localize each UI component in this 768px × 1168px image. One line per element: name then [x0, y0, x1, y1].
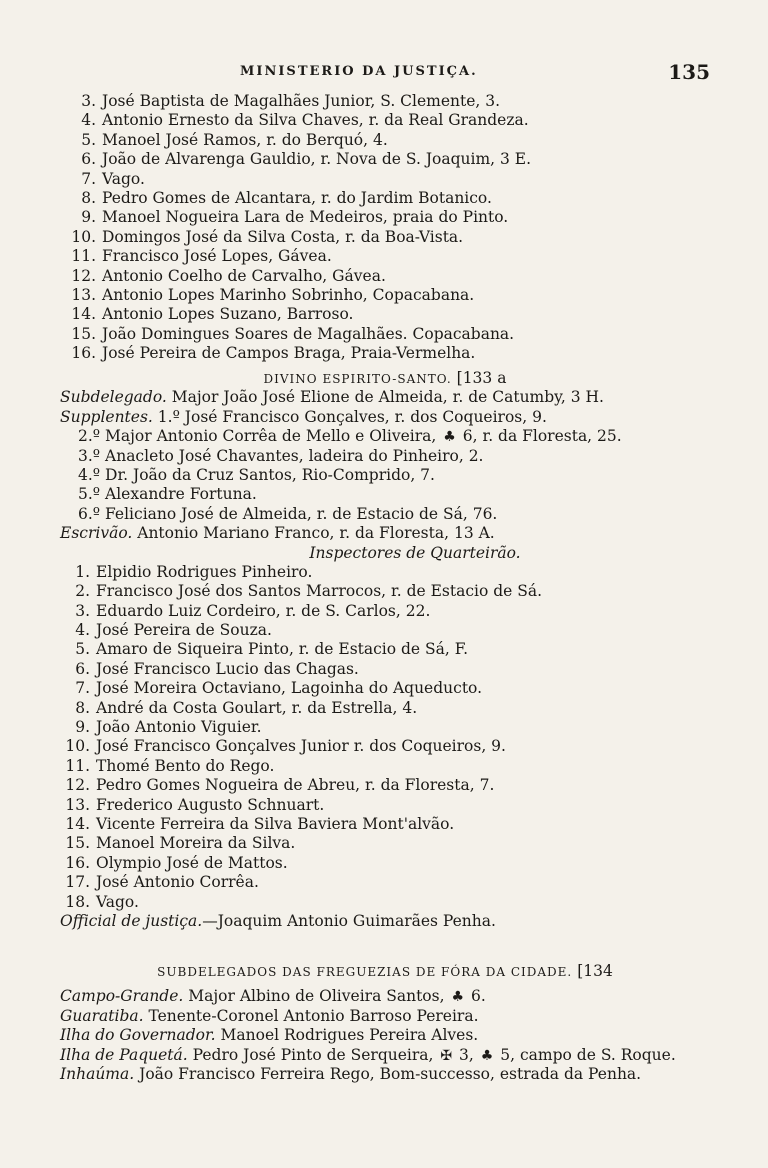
subdelegado-line: Subdelegado. Major João José Elione de Almeida, r. de Catumby, 3 H.	[60, 388, 604, 407]
list-item: 9. Manoel Nogueira Lara de Medeiros, praia do Pinto.	[81, 208, 509, 227]
list-item: Ilha do Governador. Manoel Rodrigues Pereira Alves.	[60, 1026, 479, 1045]
list-item: 3.º Anacleto José Chavantes, ladeira do Pinheiro, 2.	[78, 446, 484, 465]
list-item: 5. Manoel José Ramos, r. do Berquó, 4.	[81, 130, 388, 149]
page-title: MINISTERIO DA JUSTIÇA.	[240, 64, 478, 79]
list-item: 15. João Domingues Soares de Magalhães. Copacabana.	[71, 324, 515, 343]
list-item: 10. José Francisco Gonçalves Junior r. dos Coqueiros, 9.	[65, 737, 506, 756]
page-header	[60, 60, 710, 84]
divino-section	[60, 369, 710, 931]
list-item: 13. Frederico Augusto Schnuart.	[65, 795, 325, 814]
list-item: 8. Pedro Gomes de Alcantara, r. do Jardim Botanico.	[81, 188, 492, 207]
list-item: 6. José Francisco Lucio das Chagas.	[75, 659, 359, 678]
list-item: 11. Francisco José Lopes, Gávea.	[71, 247, 332, 266]
escrivao-line: Escrivão. Antonio Mariano Franco, r. da Floresta, 13 A.	[60, 524, 495, 543]
list-item: 15. Manoel Moreira da Silva.	[65, 834, 296, 853]
page-number: 135	[668, 60, 710, 84]
list-item: Inhaúma. João Francisco Ferreira Rego, Bom-successo, estrada da Penha.	[60, 1064, 642, 1083]
list-item: 16. José Pereira de Campos Braga, Praia-Vermelha.	[71, 344, 476, 363]
list-item: Ilha de Paquetá. Pedro José Pinto de Serqueira, ✠ 3, ♣ 5, campo de S. Roque.	[60, 1046, 710, 1065]
section-heading: SUBDELEGADOS DAS FREGUEZIAS DE FÓRA DA CIDADE. [134	[157, 962, 613, 980]
list-item: 7. José Moreira Octaviano, Lagoinha do Aqueducto.	[75, 679, 483, 698]
list-item: 9. João Antonio Viguier.	[75, 718, 262, 737]
list-item: 2.º Major Antonio Corrêa de Mello e Oliveira, ♣ 6, r. da Floresta, 25.	[60, 427, 710, 446]
commendation-icon: ♣	[451, 989, 465, 1006]
list-item: 8. André da Costa Goulart, r. da Estrella, 4.	[75, 698, 418, 717]
official-line: Official de justiça.—Joaquim Antonio Guimarães Penha.	[60, 911, 496, 930]
list-item: 10. Domingos José da Silva Costa, r. da Boa-Vista.	[71, 227, 464, 246]
commendation-icon: ♣	[443, 429, 456, 446]
list-item: Guaratiba. Tenente-Coronel Antonio Barroso Pereira.	[60, 1006, 479, 1025]
list-item: 7. Vago.	[81, 169, 145, 188]
list-item: 4. José Pereira de Souza.	[75, 621, 272, 640]
list-item: 14. Vicente Ferreira da Silva Baviera Mont'alvão.	[65, 814, 455, 833]
list-item: 6. João de Alvarenga Gauldio, r. Nova de S. Joaquim, 3 E.	[81, 150, 532, 169]
list-item: 12. Antonio Coelho de Carvalho, Gávea.	[71, 266, 386, 285]
section-heading: DIVINO ESPIRITO-SANTO. [133 a	[263, 369, 507, 387]
list-item: 4.º Dr. João da Cruz Santos, Rio-Comprido, 7.	[78, 465, 435, 484]
list-item: 5. Amaro de Siqueira Pinto, r. de Estacio de Sá, F.	[75, 640, 469, 659]
subdelegados-section	[60, 962, 710, 1084]
section1-list	[60, 92, 710, 363]
list-item: 18. Vago.	[65, 892, 139, 911]
list-item: 17. José Antonio Corrêa.	[65, 873, 259, 892]
list-item: 14. Antonio Lopes Suzano, Barroso.	[71, 305, 354, 324]
list-item: 2. Francisco José dos Santos Marrocos, r. de Estacio de Sá.	[75, 582, 543, 601]
list-item: 13. Antonio Lopes Marinho Sobrinho, Copacabana.	[71, 285, 475, 304]
list-item: 11. Thomé Bento do Rego.	[65, 756, 275, 775]
list-item: 6.º Feliciano José de Almeida, r. de Estacio de Sá, 76.	[78, 504, 498, 523]
list-item: 3. José Baptista de Magalhães Junior, S. Clemente, 3.	[81, 92, 501, 110]
inspectores-heading: Inspectores de Quarteirão.	[309, 543, 521, 562]
list-item: 4. Antonio Ernesto da Silva Chaves, r. da Real Grandeza.	[81, 111, 529, 130]
list-item: 12. Pedro Gomes Nogueira de Abreu, r. da Floresta, 7.	[65, 776, 495, 795]
supplentes-line: Supplentes. 1.º José Francisco Gonçalves, r. dos Coqueiros, 9.	[60, 407, 547, 426]
cross-icon: ✠	[440, 1047, 453, 1064]
list-item: 5.º Alexandre Fortuna.	[78, 485, 257, 504]
list-item: 16. Olympio José de Mattos.	[65, 853, 288, 872]
commendation-icon: ♣	[480, 1047, 494, 1064]
list-item: Campo-Grande. Major Albino de Oliveira Santos, ♣ 6.	[60, 987, 710, 1006]
list-item: 3. Eduardo Luiz Cordeiro, r. de S. Carlos, 22.	[75, 601, 431, 620]
list-item: 1. Elpidio Rodrigues Pinheiro.	[75, 562, 313, 581]
